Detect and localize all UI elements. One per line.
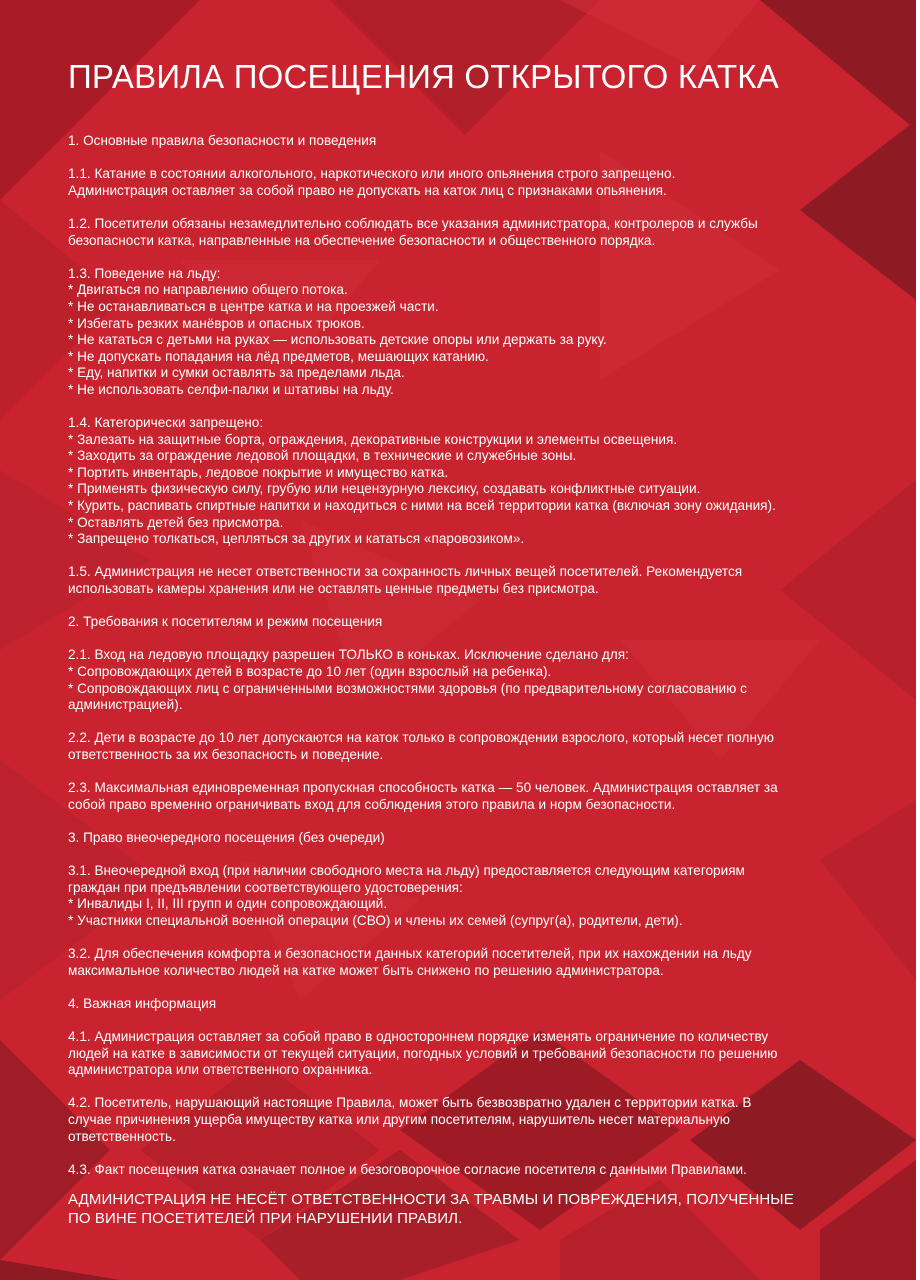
disclaimer xyxy=(68,1190,856,1228)
rule-line: безопасности катка, направленные на обеспечение безопасности и общественного порядка. xyxy=(68,232,656,248)
rule-line: 3.2. Для обеспечения комфорта и безопасности данных категорий посетителей, при их нахождении на льду xyxy=(68,946,752,962)
rule-line: 4.1. Администрация оставляет за собой право в одностороннем порядке изменять ограничение по количеству xyxy=(68,1029,769,1045)
rule-line: 1. Основные правила безопасности и поведения xyxy=(68,133,377,148)
rule-line: Администрация оставляет за собой право не допускать на каток лиц с признаками опьянения. xyxy=(68,182,667,198)
rule-line: * Сопровождающих детей в возрасте до 10 лет (один взрослый на ребенка). xyxy=(68,664,552,679)
rule-line: 4.2. Посетитель, нарушающий настоящие Правила, может быть безвозвратно удален с территории катка. В xyxy=(68,1095,752,1111)
spacer xyxy=(68,598,856,615)
spacer xyxy=(68,764,856,781)
rule-line: * Портить инвентарь, ледовое покрытие и имущество катка. xyxy=(68,464,449,480)
rule-line: * Инвалиды I, II, III групп и один сопровождающий. xyxy=(68,896,388,912)
spacer xyxy=(68,399,856,416)
rule-line: * Заходить за ограждение ледовой площадки, в технические и служебные зоны. xyxy=(68,448,577,464)
page-title: ПРАВИЛА ПОСЕЩЕНИЯ ОТКРЫТОГО КАТКА xyxy=(68,58,779,95)
spacer xyxy=(68,1012,856,1029)
rule-line: людей на катке в зависимости от текущей ситуации, погодных условий и требований безопасности по решению xyxy=(68,1045,778,1061)
rule-line: * Курить, распивать спиртные напитки и находиться с ними на всей территории катка (включая зону ожидания). xyxy=(68,498,776,514)
spacer xyxy=(68,548,856,565)
rules-text xyxy=(68,133,856,1178)
rule-line: * Применять физическую силу, грубую или нецензурную лексику, создавать конфликтные ситуации. xyxy=(68,481,701,497)
rule-line: * Участники специальной военной операции (СВО) и члены их семей (супруг(а), родители, дети). xyxy=(68,912,683,928)
spacer xyxy=(68,150,856,167)
spacer xyxy=(68,979,856,996)
spacer xyxy=(68,813,856,830)
rule-line: использовать камеры хранения или не оставлять ценные предметы без присмотра. xyxy=(68,581,599,597)
rule-line: ответственность. xyxy=(68,1128,176,1144)
rule-line: граждан при предъявлении соответствующего удостоверения: xyxy=(68,879,463,895)
rule-line: 2.2. Дети в возрасте до 10 лет допускаются на каток только в сопровождении взрослого, который несет полную xyxy=(68,730,774,746)
spacer xyxy=(68,1079,856,1096)
rule-line: ответственность за их безопасность и поведение. xyxy=(68,746,384,762)
spacer xyxy=(68,631,856,648)
rule-line: * Сопровождающих лиц с ограниченными возможностями здоровья (по предварительному согласованию с xyxy=(68,680,747,696)
rule-line: администратора или ответственного охранника. xyxy=(68,1062,373,1078)
rule-line: 3.1. Внеочередной вход (при наличии свободного места на льду) предоставляется следующим категориям xyxy=(68,863,745,879)
rule-line: 2.1. Вход на ледовую площадку разрешен ТОЛЬКО в коньках. Исключение сделано для: xyxy=(68,647,629,663)
spacer xyxy=(68,847,856,864)
disclaimer-line: ПО ВИНЕ ПОСЕТИТЕЛЕЙ ПРИ НАРУШЕНИИ ПРАВИЛ. xyxy=(68,1210,463,1228)
disclaimer-line: АДМИНИСТРАЦИЯ НЕ НЕСЁТ ОТВЕТСТВЕННОСТИ ЗА ТРАВМЫ И ПОВРЕЖДЕНИЯ, ПОЛУЧЕННЫЕ xyxy=(68,1191,794,1209)
rule-line: 2. Требования к посетителям и режим посещения xyxy=(68,614,383,630)
rule-line: 1.4. Категорически запрещено: xyxy=(68,415,264,431)
rule-line: 3. Право внеочередного посещения (без очереди) xyxy=(68,829,385,845)
rule-line: * Не использовать селфи-палки и штативы на льду. xyxy=(68,381,394,397)
rule-line: администрацией). xyxy=(68,697,183,713)
rule-line: * Запрещено толкаться, цепляться за других и кататься «паровозиком». xyxy=(68,531,525,547)
rule-line: * Еду, напитки и сумки оставлять за пределами льда. xyxy=(68,365,405,381)
rule-line: * Оставлять детей без присмотра. xyxy=(68,514,284,530)
rule-line: случае причинения ущерба имуществу катка или другим посетителям, нарушитель несет материальную xyxy=(68,1112,730,1128)
rule-line: 4.3. Факт посещения катка означает полное и безоговорочное согласие посетителя с данными Правилами. xyxy=(68,1161,747,1177)
rule-line: 1.2. Посетители обязаны незамедлительно соблюдать все указания администратора, контролеров и службы xyxy=(68,215,758,231)
rule-line: * Не кататься с детьми на руках — использовать детские опоры или держать за руку. xyxy=(68,332,607,348)
rule-line: 1.1. Катание в состоянии алкогольного, наркотического или иного опьянения строго запрещено. xyxy=(68,166,676,182)
rule-line: 2.3. Максимальная единовременная пропускная способность катка — 50 человек. Администрация оставляет за xyxy=(68,780,778,796)
rule-line: собой право временно ограничивать вход для соблюдения этого правила и норм безопасности. xyxy=(68,796,676,812)
rule-line: 1.3. Поведение на льду: xyxy=(68,265,221,281)
rule-line: * Двигаться по направлению общего потока. xyxy=(68,282,348,298)
rule-line: * Избегать резких манёвров и опасных трюков. xyxy=(68,315,365,331)
spacer xyxy=(68,199,856,216)
rule-line: * Не допускать попадания на лёд предметов, мешающих катанию. xyxy=(68,348,489,364)
spacer xyxy=(68,1145,856,1162)
spacer xyxy=(68,714,856,731)
rule-line: максимальное количество людей на катке может быть снижено по решению администратора. xyxy=(68,962,664,978)
spacer xyxy=(68,930,856,947)
rule-line: 1.5. Администрация не несет ответственности за сохранность личных вещей посетителей. Рекомендуется xyxy=(68,564,743,580)
spacer xyxy=(68,249,856,266)
rule-line: * Не останавливаться в центре катка и на проезжей части. xyxy=(68,298,439,314)
rule-line: * Залезать на защитные борта, ограждения, декоративные конструкции и элементы освещения. xyxy=(68,431,678,447)
rule-line: 4. Важная информация xyxy=(68,995,217,1011)
